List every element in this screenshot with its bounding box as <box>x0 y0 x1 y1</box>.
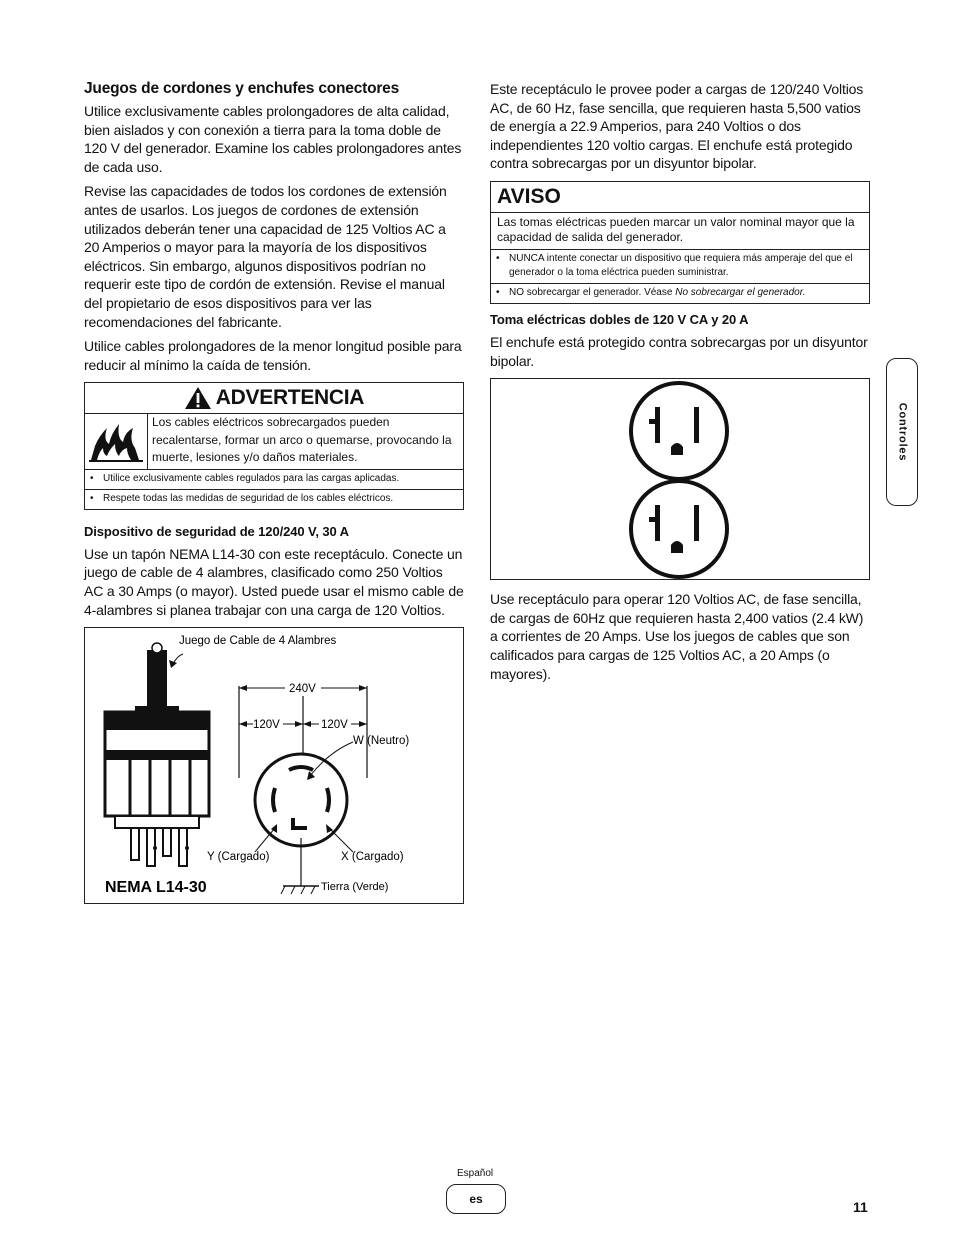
outlet-top <box>631 383 727 479</box>
duplex-outlet-figure <box>490 378 870 580</box>
warning-text: Los cables eléctricos sobrecargados pueden recalentarse, formar un arco o quemarse, provocando la muerte, lesiones y/o daños materiales. <box>152 415 452 465</box>
list-item: • Utilice exclusivamente cables regulados para las cargas aplicadas. <box>85 470 463 489</box>
nema-l14-30-figure <box>84 627 464 904</box>
label-120v-right: 120V <box>321 719 348 732</box>
left-column <box>84 80 464 904</box>
section-tab-label: Controles <box>896 402 909 462</box>
list-item: • NO sobrecargar el generador. Véase No sobrecargar el generador. <box>491 283 869 303</box>
section-tab <box>886 358 918 506</box>
duplex-outlet-diagram <box>491 379 867 579</box>
fire-hazard-icon <box>85 414 148 469</box>
paragraph: Utilice cables prolongadores de la menor longitud posible para reducir al mínimo la caída de tensión. <box>84 338 462 373</box>
paragraph: Use receptáculo para operar 120 Voltios AC, de fase sencilla, de cargas de 60Hz que requieren hasta 2,400 vatios (2.4 kW) a corrientes de 20 Amps. Use los juegos de cables que son calificados para cargas de 125 Voltios AC, a 20 Amps (o mayores). <box>490 591 864 682</box>
paragraph: Revise las capacidades de todos los cordones de extensión antes de usarlos. Los juegos de cordones de extensión utilizados deberán tener una capacidad de 125 Voltios AC a 20 Amperios o mayor para la mayoría de los dispositivos eléctricos. Sin embargo, algunos dispositivos podrían no requerir este tipo de cordón de extensión. Revise el manual del propietario de esos dispositivos para ver las recomendaciones del fabricante. <box>84 183 447 330</box>
warning-triangle-icon <box>184 386 212 410</box>
paragraph: Este receptáculo le provee poder a cargas de 120/240 Voltios AC, de 60 Hz, fase sencilla, que requieren hasta 5,500 vatios de energía a 22.9 Amperios, para 240 Voltios o dos independientes 120 voltio cargas. El enchufe está protegido contra sobrecargas por un disyuntor bipolar. <box>490 81 864 172</box>
notice-text: Las tomas eléctricas pueden marcar un valor nominal mayor que la capacidad de salida del generador. <box>491 213 869 250</box>
notice-title: AVISO <box>491 182 869 213</box>
cable-label: Juego de Cable de 4 Alambres <box>179 635 337 648</box>
warning-bullets <box>85 470 463 509</box>
warning-header <box>85 383 463 414</box>
outlet-bottom <box>631 481 727 577</box>
label-ground: Tierra (Verde) <box>321 881 389 894</box>
label-120v-left: 120V <box>253 719 280 732</box>
list-item: • NUNCA intente conectar un dispositivo que requiera más amperaje del que el generador o la toma eléctrica pueden suministrar. <box>491 250 869 283</box>
notice-bullets <box>491 250 869 303</box>
sub-heading: Toma eléctricas dobles de 120 V CA y 20 A <box>490 311 749 327</box>
warning-title: ADVERTENCIA <box>215 386 365 410</box>
notice-box <box>490 181 870 304</box>
paragraph: Use un tapón NEMA L14-30 con este receptáculo. Conecte un juego de cable de 4 alambres, clasificado como 250 Voltios AC a 30 Amps (o mayor). Usted puede usar el mismo cable de 4-alambres si planea trabajar con una carga de 120 Voltios. <box>84 545 464 618</box>
footer-language: Español <box>457 1168 494 1179</box>
plug-diagram <box>85 628 461 903</box>
label-neutral: W (Neutro) <box>353 735 410 748</box>
label-240v: 240V <box>289 683 316 696</box>
page-number: 11 <box>853 1199 868 1215</box>
list-item: • Respete todas las medidas de seguridad de los cables eléctricos. <box>85 489 463 509</box>
paragraph: El enchufe está protegido contra sobrecargas por un disyuntor bipolar. <box>490 333 868 369</box>
sub-heading: Dispositivo de seguridad de 120/240 V, 30 A <box>84 523 349 539</box>
section-heading: Juegos de cordones y enchufes conectores <box>84 80 400 97</box>
warning-box <box>84 382 464 510</box>
model-label: NEMA L14-30 <box>105 879 207 897</box>
label-x: X (Cargado) <box>341 851 404 864</box>
right-column <box>490 80 870 689</box>
label-y: Y (Cargado) <box>207 851 270 864</box>
paragraph: Utilice exclusivamente cables prolongadores de alta calidad, bien aislados y con conexión a tierra para la toma doble de 120 V del generador. Examine los cables prolongadores antes de cada uso. <box>84 103 462 175</box>
language-badge: es <box>446 1184 506 1214</box>
